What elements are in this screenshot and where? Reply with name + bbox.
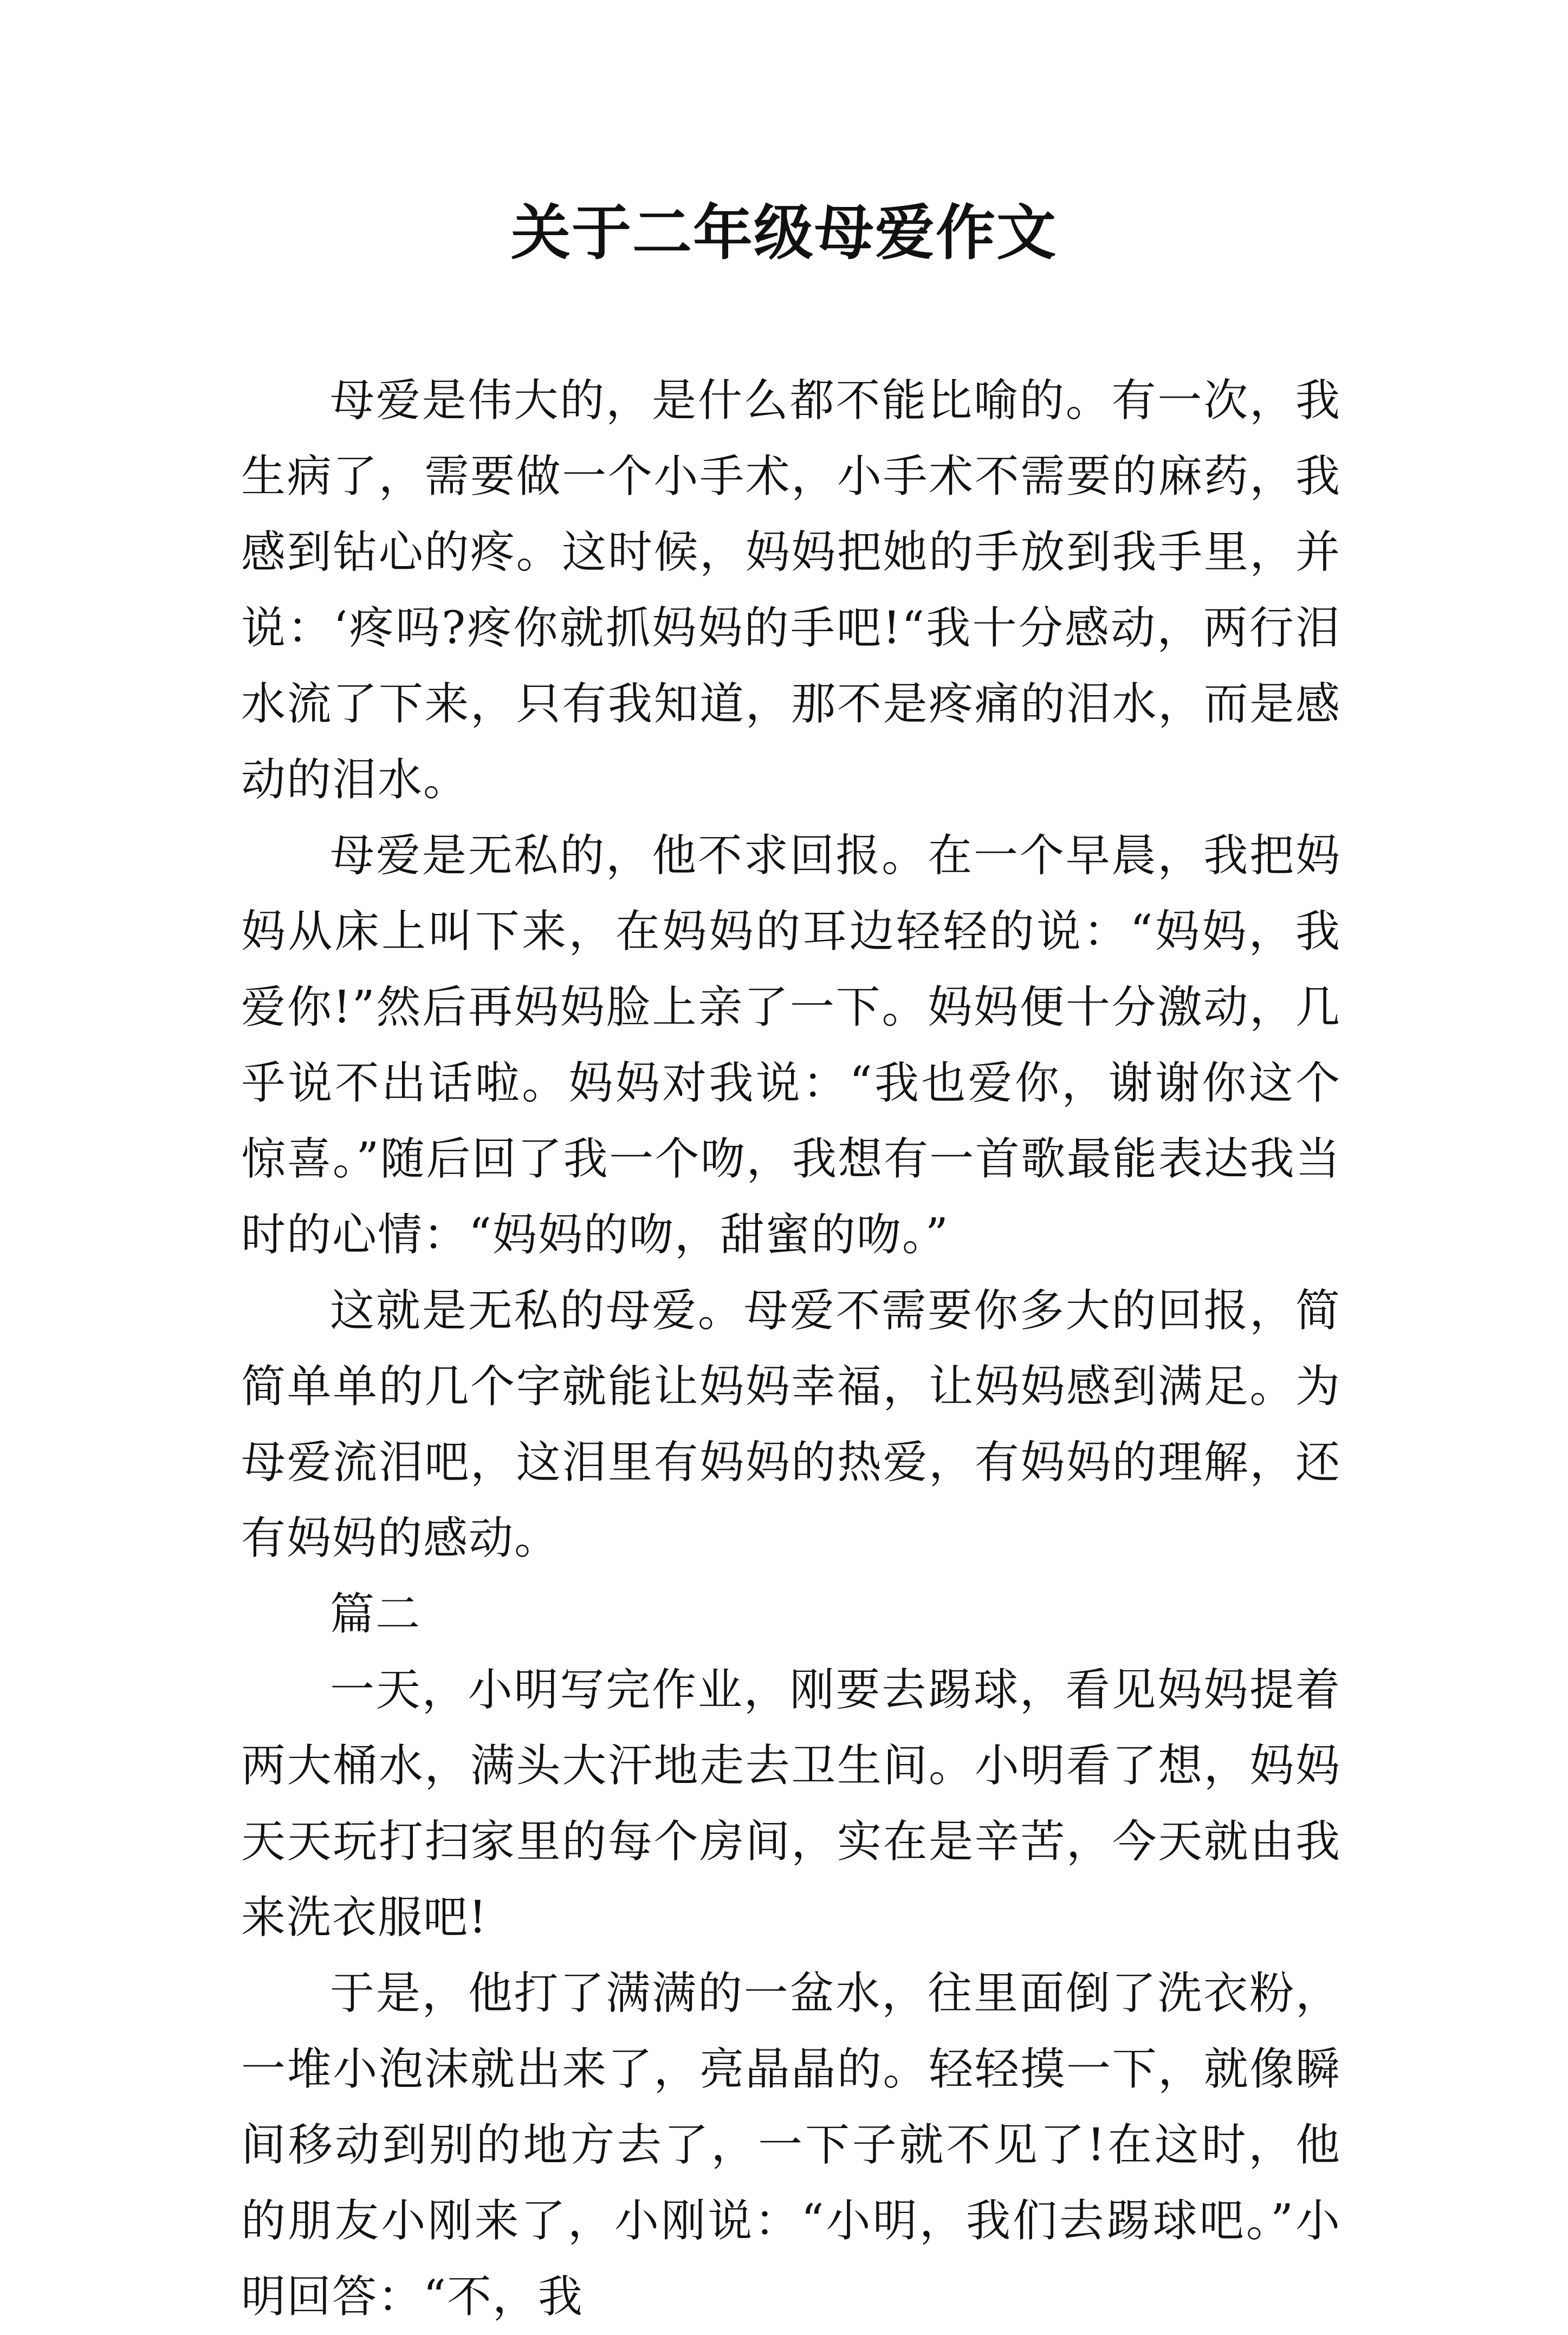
paragraph-3: 这就是无私的母爱。母爱不需要你多大的回报，简简单单的几个字就能让妈妈幸福，让妈妈感到满足。为母爱流泪吧，这泪里有妈妈的热爱，有妈妈的理解，还有妈妈的感动。 [241, 1285, 1341, 1564]
document-title: 关于二年级母爱作文 [511, 198, 1057, 268]
paragraph-4: 一天，小明写完作业，刚要去踢球，看见妈妈提着两大桶水，满头大汗地走去卫生间。小明看了想，妈妈天天玩打扫家里的每个房间，实在是辛苦，今天就由我来洗衣服吧! [241, 1664, 1341, 1943]
document-body [241, 363, 1341, 2335]
paragraph-2: 母爱是无私的，他不求回报。在一个早晨，我把妈妈从床上叫下来，在妈妈的耳边轻轻的说：“妈妈，我爱你!”然后再妈妈脸上亲了一下。妈妈便十分激动，几乎说不出话啦。妈妈对我说：“我也爱你，谢谢你这个惊喜。”随后回了我一个吻，我想有一首歌最能表达我当时的心情：“妈妈的吻，甜蜜的吻。” [241, 830, 1341, 1261]
section-heading: 篇二 [330, 1588, 422, 1640]
paragraph-5: 于是，他打了满满的一盆水，往里面倒了洗衣粉，一堆小泡沫就出来了，亮晶晶的。轻轻摸一下，就像瞬间移动到别的地方去了，一下子就不见了!在这时，他的朋友小刚来了，小刚说：“小明，我们去踢球吧。”小明回答：“不，我 [241, 1968, 1341, 2323]
paragraph-1: 母爱是伟大的，是什么都不能比喻的。有一次，我生病了，需要做一个小手术，小手术不需要的麻药，我感到钻心的疼。这时候，妈妈把她的手放到我手里，并说：‘疼吗?疼你就抓妈妈的手吧!“我十分感动，两行泪水流了下来，只有我知道，那不是疼痛的泪水，而是感动的泪水。 [241, 375, 1341, 806]
